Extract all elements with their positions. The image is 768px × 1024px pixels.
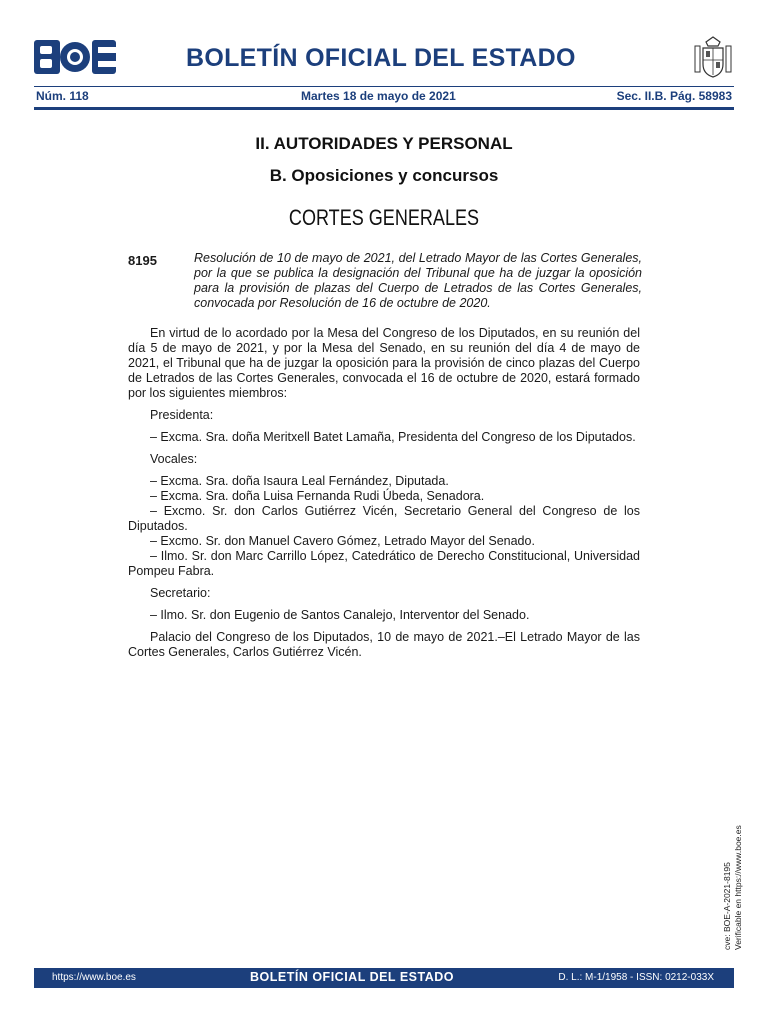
footer-bar bbox=[34, 968, 734, 988]
list-item: – Excma. Sra. doña Luisa Fernanda Rudi Úbeda, Senadora. bbox=[150, 489, 485, 503]
presidenta-label: Presidenta: bbox=[150, 408, 214, 422]
issue-number: Núm. 118 bbox=[36, 89, 89, 103]
vocales-list bbox=[128, 474, 640, 579]
verification-url: Verificable en https://www.boe.es bbox=[733, 825, 743, 950]
footer-title: BOLETÍN OFICIAL DEL ESTADO bbox=[250, 970, 454, 984]
footer-url-link[interactable]: https://www.boe.es bbox=[52, 972, 136, 983]
list-item: – Excmo. Sr. don Manuel Cavero Gómez, Letrado Mayor del Senado. bbox=[150, 534, 535, 548]
presidenta-entry: – Excma. Sra. doña Meritxell Batet Lamaña, Presidenta del Congreso de los Diputados. bbox=[150, 430, 636, 444]
boe-logo bbox=[34, 40, 116, 74]
vocales-label: Vocales: bbox=[150, 452, 198, 466]
section-title: II. AUTORIDADES Y PERSONAL bbox=[255, 134, 513, 153]
resolution-summary: Resolución de 10 de mayo de 2021, del Letrado Mayor de las Cortes Generales, por la que se publica la designación del Tribunal que ha de juzgar la oposición para la provisión de plazas del Cuerpo de Letrados de las Cortes Generales, convocada por Resolución de 16 de octubre de 2020. bbox=[194, 251, 642, 310]
list-item: – Excma. Sra. doña Isaura Leal Fernández, Diputada. bbox=[150, 474, 449, 488]
closing-paragraph: Palacio del Congreso de los Diputados, 10 de mayo de 2021.–El Letrado Mayor de las Cortes Generales, Carlos Gutiérrez Vicén. bbox=[128, 630, 640, 659]
list-item: – Ilmo. Sr. don Marc Carrillo López, Catedrático de Derecho Constitucional, Universidad Pompeu Fabra. bbox=[128, 549, 640, 578]
cve-code: cve: BOE-A-2021-8195 bbox=[722, 862, 732, 950]
issue-meta-bar bbox=[34, 86, 734, 110]
section-page: Sec. II.B. Pág. 58983 bbox=[616, 89, 732, 103]
intro-paragraph: En virtud de lo acordado por la Mesa del Congreso de los Diputados, en su reunión del día 5 de mayo de 2021, y por la Mesa del Senado, en su reunión del día 4 de mayo de 2021, el Tribunal que ha de juzgar la oposición para la provisión de cinco plazas del Cuerpo de Letrados de las Cortes Generales, convocada el 16 de octubre de 2020, estará formado por los siguientes miembros: bbox=[128, 326, 640, 400]
document-body bbox=[128, 326, 640, 667]
secretario-entry: – Ilmo. Sr. don Eugenio de Santos Canalejo, Interventor del Senado. bbox=[150, 608, 530, 622]
coat-of-arms-icon bbox=[690, 34, 736, 80]
issue-date: Martes 18 de mayo de 2021 bbox=[301, 89, 456, 103]
section-subtitle: B. Oposiciones y concursos bbox=[269, 166, 499, 185]
verification-note bbox=[722, 820, 752, 950]
resolution-number: 8195 bbox=[128, 253, 157, 268]
organization-heading: CORTES GENERALES bbox=[288, 205, 480, 230]
secretario-label: Secretario: bbox=[150, 586, 211, 600]
footer-legal: D. L.: M-1/1958 - ISSN: 0212-033X bbox=[558, 972, 714, 983]
newspaper-title: BOLETÍN OFICIAL DEL ESTADO bbox=[186, 44, 576, 72]
list-item: – Excmo. Sr. don Carlos Gutiérrez Vicén, Secretario General del Congreso de los Diputados. bbox=[128, 504, 640, 533]
